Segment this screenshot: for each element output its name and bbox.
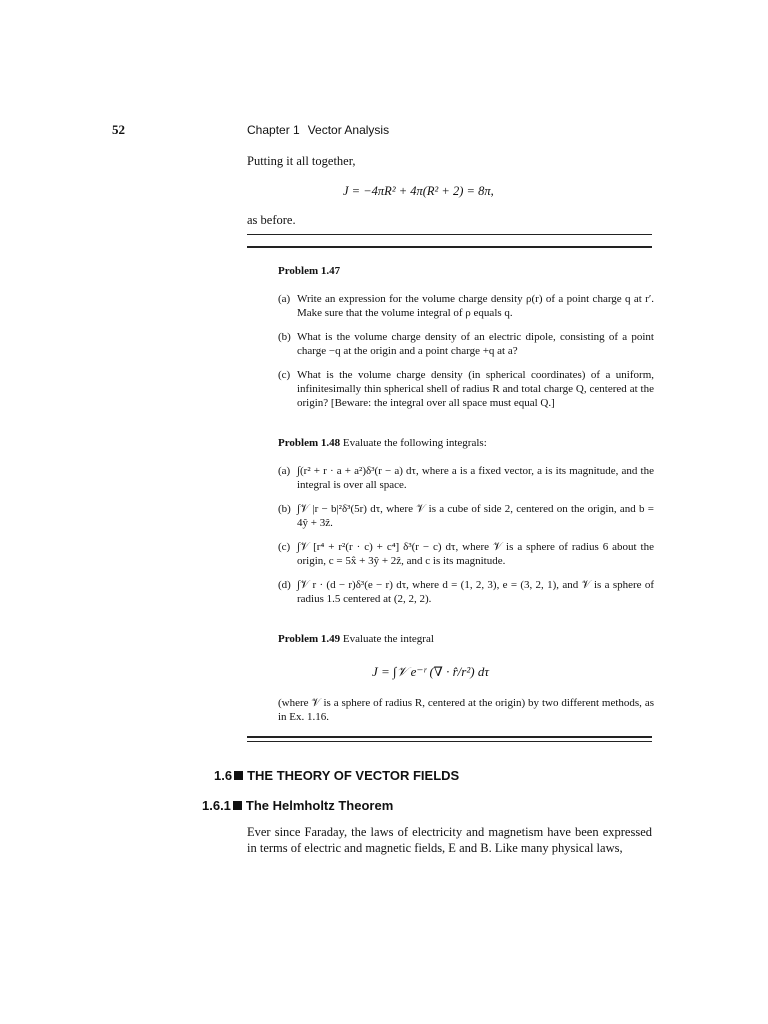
problem-47-c-label: (c): [278, 369, 291, 381]
running-header: [247, 123, 389, 137]
problems-bottom-rule-thick: [247, 736, 652, 738]
problem-48-c-text: ∫𝒱 [r⁴ + r²(r · c) + c⁴] δ³(r − c) dτ, where 𝒱 is a sphere of radius 6 about the origin, c = 5x̂ + 3ŷ + 2ẑ, and c is its magnitude.: [297, 541, 654, 567]
problem-48-c: [278, 540, 654, 568]
subsection-title: The Helmholtz Theorem: [245, 798, 394, 813]
intro-equation: J = −4πR² + 4π(R² + 2) = 8π,: [343, 184, 494, 198]
problem-48-b: [278, 502, 654, 530]
problem-48-d: [278, 578, 654, 606]
problem-48-d-text: ∫𝒱 r · (d − r)δ³(e − r) dτ, where d = (1, 2, 3), e = (3, 2, 1), and 𝒱 is a sphere of radius 1.5 centered at (2, 2, 2).: [297, 579, 654, 605]
problem-47-b-text: What is the volume charge density of an electric dipole, consisting of a point charge −q at the origin and a point charge +q at a?: [297, 331, 654, 357]
problem-48-a: [278, 464, 654, 492]
problem-47-c: [278, 368, 654, 410]
problem-48-d-label: (d): [278, 579, 291, 591]
problems-bottom-rule-thin: [247, 741, 652, 742]
intro-after: as before.: [247, 213, 296, 227]
section-number: 1.6: [214, 768, 233, 783]
problem-48-heading: Problem 1.48 Evaluate the following integrals:: [278, 437, 487, 449]
chapter-label: Chapter 1: [247, 123, 300, 137]
section-title: THE THEORY OF VECTOR FIELDS: [247, 768, 460, 783]
problem-48-a-text: ∫(r² + r · a + a²)δ³(r − a) dτ, where a is a fixed vector, a is its magnitude, and the integral is over all space.: [297, 465, 654, 491]
closing-paragraph: Ever since Faraday, the laws of electricity and magnetism have been expressed in terms of electric and magnetic fields, E and B. Like many physical laws,: [247, 825, 652, 855]
problem-47-heading: Problem 1.47: [278, 265, 341, 277]
problem-48-b-text: ∫𝒱 |r − b|²δ³(5r) dτ, where 𝒱 is a cube of side 2, centered on the origin, and b = 4ŷ + 3ẑ.: [297, 503, 654, 529]
chapter-title: Vector Analysis: [307, 123, 390, 137]
subsection-square-icon: [233, 801, 242, 810]
problem-48-a-label: (a): [278, 465, 291, 477]
problems-top-rule-thick: [247, 246, 652, 248]
intro-lead: Putting it all together,: [247, 154, 356, 168]
page-number: 52: [112, 122, 125, 137]
problem-48-c-label: (c): [278, 541, 291, 553]
problem-47-a: [278, 292, 654, 320]
subsection-heading: [202, 798, 393, 813]
problem-48-b-label: (b): [278, 503, 291, 515]
problem-49-text: (where 𝒱 is a sphere of radius R, centered at the origin) by two different methods, as in Ex. 1.16.: [278, 697, 654, 723]
problem-47-c-text: What is the volume charge density (in spherical coordinates) of a uniform, infinitesimally thin spherical shell of radius R and total charge Q, centered at the origin? [Beware: the integral over all space must equal Q.]: [297, 369, 654, 409]
problem-47-a-text: Write an expression for the volume charge density ρ(r) of a point charge q at r′. Make sure that the volume integral of ρ equals q.: [297, 293, 654, 319]
problem-47-b: [278, 330, 654, 358]
section-square-icon: [234, 771, 243, 780]
subsection-number: 1.6.1: [202, 798, 231, 813]
section-heading: [214, 768, 459, 783]
problem-49-equation: J = ∫𝒱 e⁻ʳ (∇ · r̂/r²) dτ: [372, 664, 489, 679]
problems-top-rule-thin: [247, 234, 652, 235]
problem-47-a-label: (a): [278, 293, 291, 305]
problem-47-b-label: (b): [278, 331, 291, 343]
problem-49-heading: Problem 1.49 Evaluate the integral: [278, 633, 434, 645]
